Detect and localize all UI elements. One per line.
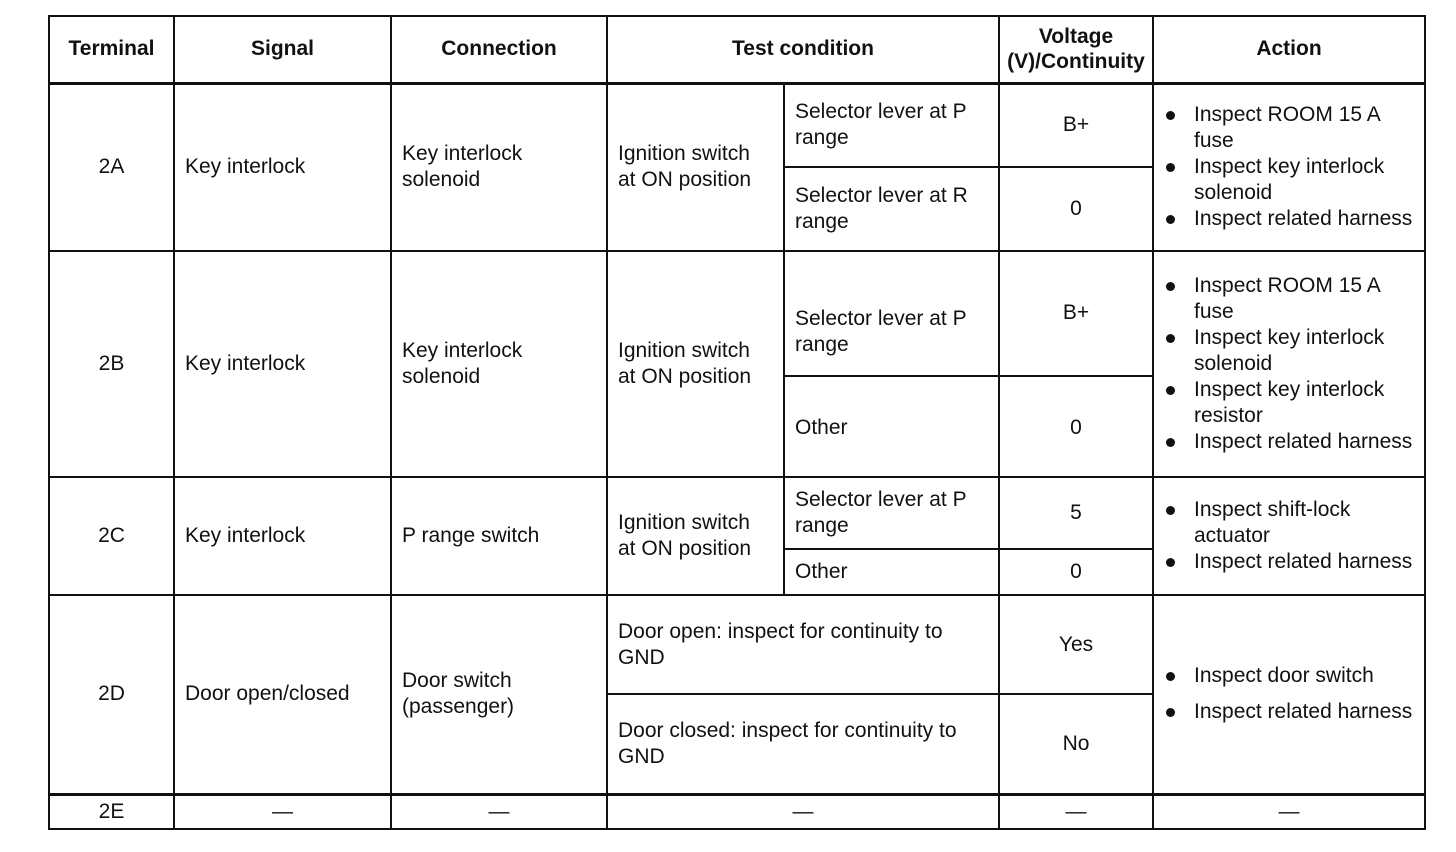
value-cell: 5 [999,477,1153,549]
condition-cell: Door open: inspect for continuity to GND [607,595,999,694]
action-item: Inspect key interlock solenoid [1164,154,1414,206]
signal-cell: Key interlock [174,477,391,595]
value-cell: 0 [999,376,1153,477]
value-cell: B+ [999,251,1153,376]
condition-cell: Ignition switch at ON position [607,83,784,251]
header-row [49,16,1425,83]
header-voltage-line2: (V)/Continuity [1007,50,1145,74]
action-item: Inspect related harness [1164,699,1414,725]
signal-cell: Key interlock [174,251,391,477]
header-voltage-line1: Voltage [1038,25,1114,49]
table-row-2b [49,251,1425,376]
action-cell: — [1153,794,1425,829]
table-row-2c [49,477,1425,549]
header-test-condition: Test condition [607,16,999,83]
value-cell: No [999,694,1153,794]
action-item: Inspect related harness [1164,549,1414,575]
terminal-cell: 2E [49,794,174,829]
connection-cell: — [391,794,607,829]
value-cell: Yes [999,595,1153,694]
action-list [1164,663,1414,725]
action-item: Inspect key interlock resistor [1164,377,1414,429]
header-action: Action [1153,16,1425,83]
action-cell [1153,595,1425,794]
signal-cell: Key interlock [174,83,391,251]
action-list [1164,497,1414,575]
terminal-inspection-table [48,15,1426,830]
sub-condition-cell: Other [784,549,999,595]
terminal-cell: 2B [49,251,174,477]
signal-cell: Door open/closed [174,595,391,794]
signal-cell: — [174,794,391,829]
action-item: Inspect ROOM 15 A fuse [1164,273,1414,325]
sub-condition-cell: Selector lever at P range [784,477,999,549]
sub-condition-cell: Selector lever at P range [784,83,999,167]
action-cell [1153,477,1425,595]
terminal-cell: 2C [49,477,174,595]
action-item: Inspect key interlock solenoid [1164,325,1414,377]
condition-cell: Ignition switch at ON position [607,251,784,477]
value-cell: 0 [999,549,1153,595]
sub-condition-cell: Selector lever at R range [784,167,999,251]
header-terminal: Terminal [49,16,174,83]
connection-cell: Key interlock solenoid [391,251,607,477]
table-row-2d [49,595,1425,694]
action-list [1164,273,1414,455]
table-row-2a [49,83,1425,167]
action-item: Inspect door switch [1164,663,1414,689]
sub-condition-cell: Other [784,376,999,477]
condition-cell: Door closed: inspect for continuity to GND [607,694,999,794]
header-signal: Signal [174,16,391,83]
action-item: Inspect related harness [1164,206,1414,232]
value-cell: — [999,794,1153,829]
condition-cell: Ignition switch at ON position [607,477,784,595]
action-item: Inspect related harness [1164,429,1414,455]
terminal-cell: 2D [49,595,174,794]
action-cell [1153,83,1425,251]
table-row-2e [49,794,1425,829]
connection-cell: Door switch (passenger) [391,595,607,794]
condition-cell: — [607,794,999,829]
header-voltage-continuity [999,16,1153,83]
action-item: Inspect ROOM 15 A fuse [1164,102,1414,154]
value-cell: 0 [999,167,1153,251]
action-item: Inspect shift-lock actuator [1164,497,1414,549]
action-list [1164,102,1414,232]
action-cell [1153,251,1425,477]
connection-cell: P range switch [391,477,607,595]
terminal-cell: 2A [49,83,174,251]
value-cell: B+ [999,83,1153,167]
connection-cell: Key interlock solenoid [391,83,607,251]
header-connection: Connection [391,16,607,83]
sub-condition-cell: Selector lever at P range [784,251,999,376]
